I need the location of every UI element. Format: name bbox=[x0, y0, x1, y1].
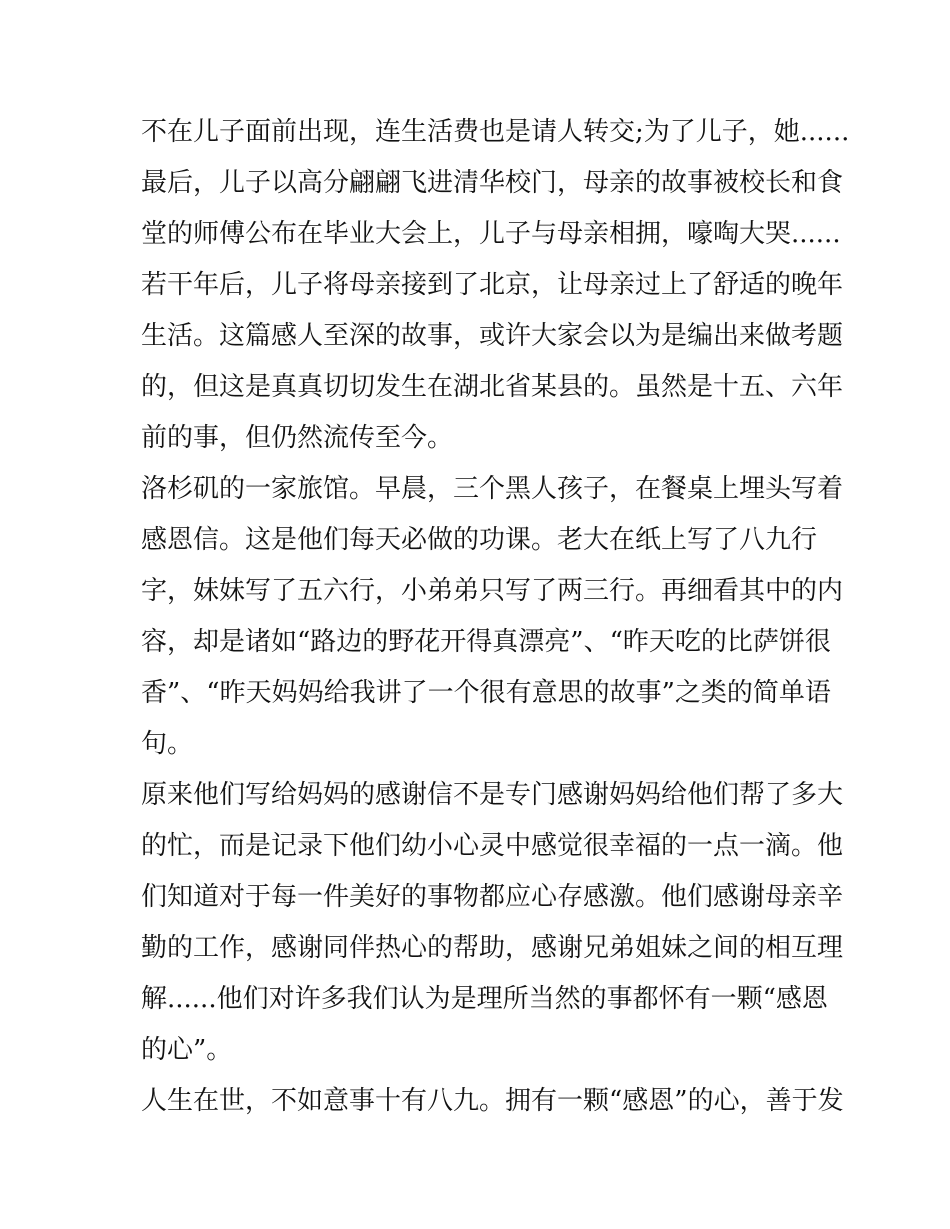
text-line: 堂的师傅公布在毕业大会上，儿子与母亲相拥，嚎啕大哭...... bbox=[141, 219, 841, 249]
text-line: 人生在世，不如意事十有八九。拥有一颗“感恩”的心，善于发 bbox=[141, 1086, 844, 1116]
text-line: 的忙，而是记录下他们幼小心灵中感觉很幸福的一点一滴。他 bbox=[141, 831, 844, 861]
text-line: 们知道对于每一件美好的事物都应心存感激。他们感谢母亲辛 bbox=[141, 882, 844, 912]
text-line: 洛杉矶的一家旅馆。早晨，三个黑人孩子，在餐桌上埋头写着 bbox=[141, 474, 844, 504]
paragraph-4 bbox=[141, 1076, 844, 1127]
text-line: 的，但这是真真切切发生在湖北省某县的。虽然是十五、六年 bbox=[141, 372, 844, 402]
text-line: 最后，儿子以高分翩翩飞进清华校门，母亲的故事被校长和食 bbox=[141, 168, 844, 198]
text-line: 容，却是诸如“路边的野花开得真漂亮”、“昨天吃的比萨饼很 bbox=[141, 627, 831, 657]
body-text bbox=[141, 107, 850, 1127]
text-line: 勤的工作，感谢同伴热心的帮助，感谢兄弟姐妹之间的相互理 bbox=[141, 933, 844, 963]
text-line: 前的事，但仍然流传至今。 bbox=[141, 423, 454, 453]
text-line: 若干年后，儿子将母亲接到了北京，让母亲过上了舒适的晚年 bbox=[141, 270, 844, 300]
text-line: 原来他们写给妈妈的感谢信不是专门感谢妈妈给他们帮了多大 bbox=[141, 780, 844, 810]
paragraph-2 bbox=[141, 464, 844, 770]
text-line: 香”、“昨天妈妈给我讲了一个很有意思的故事”之类的简单语 bbox=[141, 678, 831, 708]
text-line: 的心”。 bbox=[141, 1035, 233, 1065]
text-line: 感恩信。这是他们每天必做的功课。老大在纸上写了八九行 bbox=[141, 525, 818, 555]
text-line: 生活。这篇感人至深的故事，或许大家会以为是编出来做考题 bbox=[141, 321, 844, 351]
paragraph-1 bbox=[141, 107, 850, 464]
paragraph-3 bbox=[141, 770, 844, 1076]
text-line: 解......他们对许多我们认为是理所当然的事都怀有一颗“感恩 bbox=[141, 984, 828, 1014]
text-line: 不在儿子面前出现，连生活费也是请人转交;为了儿子，她...... bbox=[141, 117, 850, 147]
text-line: 字，妹妹写了五六行，小弟弟只写了两三行。再细看其中的内 bbox=[141, 576, 844, 606]
text-line: 句。 bbox=[141, 729, 194, 759]
